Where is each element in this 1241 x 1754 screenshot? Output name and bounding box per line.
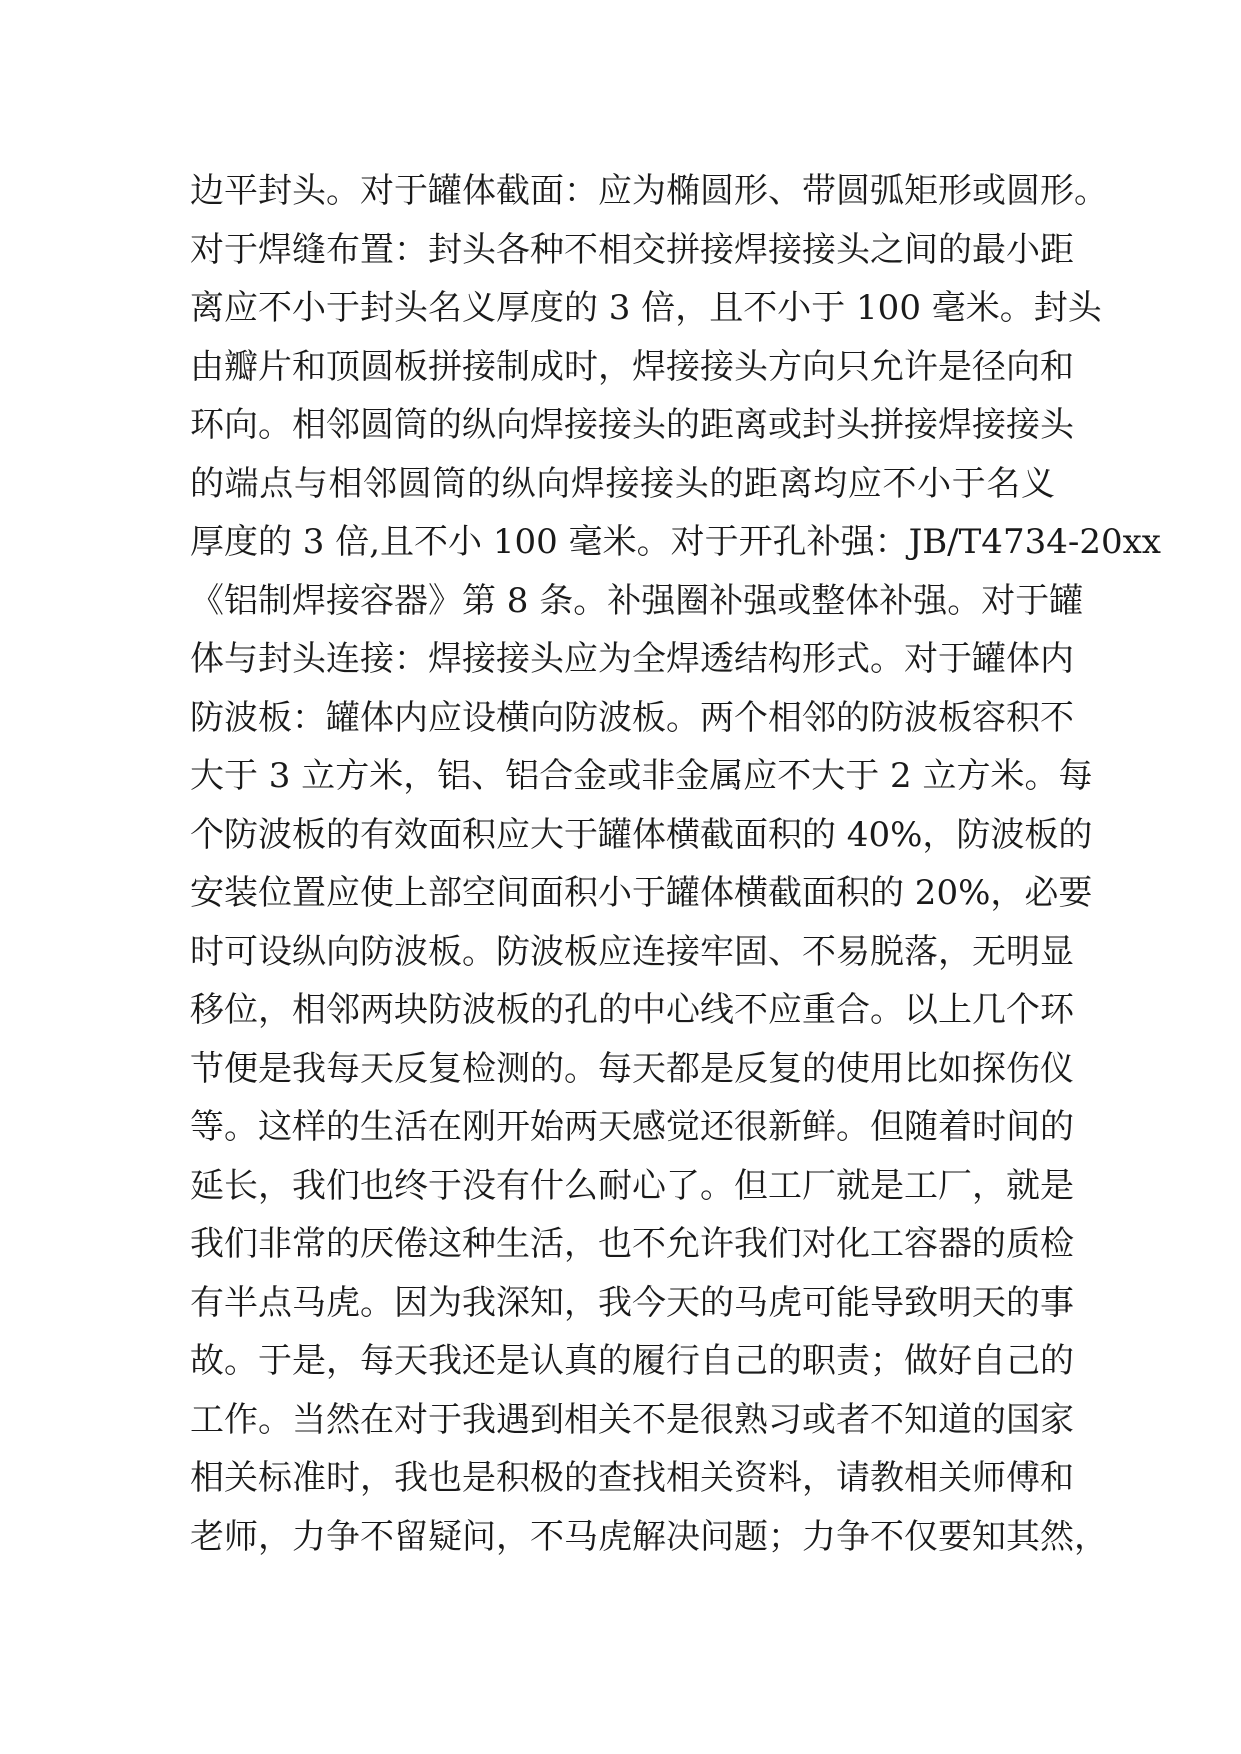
text-line: 厚度的 3 倍,且不小 100 毫米。对于开孔补强：JB/T4734-20xx — [190, 522, 1161, 562]
text-line: 《铝制焊接容器》第 8 条。补强圈补强或整体补强。对于罐 — [190, 580, 1084, 621]
text-line: 离应不小于封头名义厚度的 3 倍，且不小于 100 毫米。封头 — [190, 288, 1102, 328]
text-line: 安装位置应使上部空间面积小于罐体横截面积的 20%，必要 — [190, 873, 1093, 913]
text-line: 的端点与相邻圆筒的纵向焊接接头的距离均应不小于名义 — [190, 463, 1055, 504]
text-line: 相关标准时，我也是积极的查找相关资料，请教相关师傅和 — [190, 1458, 1074, 1498]
text-line: 环向。相邻圆筒的纵向焊接接头的距离或封头拼接焊接接头 — [190, 405, 1074, 445]
text-line: 对于焊缝布置：封头各种不相交拼接焊接接头之间的最小距 — [190, 229, 1074, 270]
text-line: 大于 3 立方米，铝、铝合金或非金属应不大于 2 立方米。每 — [190, 756, 1093, 796]
text-line: 有半点马虎。因为我深知，我今天的马虎可能导致明天的事 — [190, 1282, 1074, 1323]
text-line: 边平封头。对于罐体截面：应为椭圆形、带圆弧矩形或圆形。 — [190, 171, 1108, 211]
text-line: 等。这样的生活在刚开始两天感觉还很新鲜。但随着时间的 — [190, 1107, 1074, 1147]
text-line: 老师，力争不留疑问，不马虎解决问题；力争不仅要知其然， — [190, 1516, 1108, 1557]
text-line: 移位，相邻两块防波板的孔的中心线不应重合。以上几个环 — [190, 990, 1074, 1030]
text-line: 防波板：罐体内应设横向防波板。两个相邻的防波板容积不 — [190, 697, 1074, 738]
text-line: 体与封头连接：焊接接头应为全焊透结构形式。对于罐体内 — [190, 639, 1074, 679]
text-line: 工作。当然在对于我遇到相关不是很熟习或者不知道的国家 — [190, 1399, 1074, 1440]
text-line: 由瓣片和顶圆板拼接制成时，焊接接头方向只允许是径向和 — [190, 346, 1074, 387]
body-text — [190, 162, 1161, 1566]
text-line: 时可设纵向防波板。防波板应连接牢固、不易脱落，无明显 — [190, 931, 1074, 972]
text-line: 个防波板的有效面积应大于罐体横截面积的 40%，防波板的 — [190, 814, 1093, 855]
text-line: 故。于是，每天我还是认真的履行自己的职责；做好自己的 — [190, 1341, 1074, 1381]
text-line: 我们非常的厌倦这种生活，也不允许我们对化工容器的质检 — [190, 1224, 1074, 1264]
text-line: 延长，我们也终于没有什么耐心了。但工厂就是工厂，就是 — [190, 1165, 1074, 1206]
text-line: 节便是我每天反复检测的。每天都是反复的使用比如探伤仪 — [190, 1048, 1074, 1089]
